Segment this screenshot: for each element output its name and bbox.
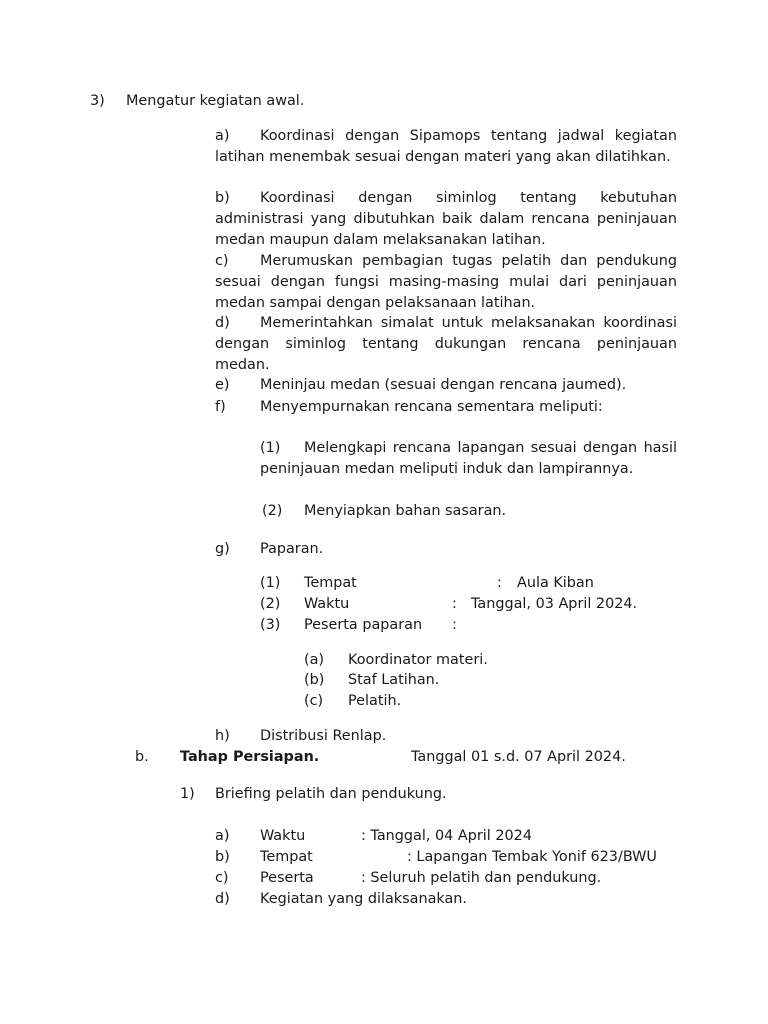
paparan-peserta-label: Peserta paparan: [304, 617, 423, 633]
paparan-tempat-marker: (1): [260, 575, 281, 591]
paragraph-d: [215, 313, 677, 375]
briefing-waktu-value: : Tanggal, 04 April 2024: [361, 828, 532, 844]
paparan-tempat-label: Tempat: [304, 575, 357, 591]
peserta-b-marker: (b): [304, 672, 325, 688]
paragraph-c: [215, 251, 677, 313]
paparan-waktu-value: Tanggal, 03 April 2024.: [471, 596, 638, 612]
section-b-title: Tahap Persiapan.: [180, 749, 320, 765]
item-h-marker: h): [215, 728, 230, 744]
peserta-b-text: Staf Latihan.: [348, 672, 440, 688]
item-3-number: 3): [90, 93, 105, 109]
item-f-marker: f): [215, 399, 226, 415]
paparan-peserta-marker: (3): [260, 617, 281, 633]
peserta-a-marker: (a): [304, 652, 325, 668]
paparan-waktu-label: Waktu: [304, 596, 350, 612]
item-f-sub-1-text: Melengkapi rencana lapangan sesuai dengan hasil peninjauan medan meliputi induk dan lampirannya.: [260, 440, 677, 477]
item-f-sub-1: [260, 438, 677, 480]
paparan-tempat-colon: :: [497, 575, 502, 591]
paragraph-b: [215, 188, 677, 250]
item-f-sub-1-marker: (1): [260, 440, 281, 456]
briefing-kegiatan-label: Kegiatan yang dilaksanakan.: [260, 891, 467, 907]
paragraph-a: [215, 126, 677, 168]
paragraph-b-marker: b): [215, 190, 230, 206]
peserta-a-text: Koordinator materi.: [348, 652, 488, 668]
item-f-text: Menyempurnakan rencana sementara meliputi:: [260, 399, 603, 415]
paragraph-d-text: Memerintahkan simalat untuk melaksanakan koordinasi dengan siminlog tentang dukungan rencana peninjauan medan.: [215, 315, 677, 373]
briefing-tempat-value: : Lapangan Tembak Yonif 623/BWU: [407, 849, 657, 865]
section-b-marker: b.: [135, 749, 149, 765]
item-e-marker: e): [215, 377, 230, 393]
peserta-c-marker: (c): [304, 693, 324, 709]
briefing-peserta-marker: c): [215, 870, 229, 886]
paparan-waktu-marker: (2): [260, 596, 281, 612]
briefing-peserta-value: : Seluruh pelatih dan pendukung.: [361, 870, 602, 886]
briefing-kegiatan-marker: d): [215, 891, 230, 907]
peserta-c-text: Pelatih.: [348, 693, 402, 709]
paragraph-d-marker: d): [215, 315, 230, 331]
briefing-waktu-marker: a): [215, 828, 230, 844]
item-g-text: Paparan.: [260, 541, 324, 557]
paparan-waktu-colon: :: [452, 596, 457, 612]
section-b-date: Tanggal 01 s.d. 07 April 2024.: [411, 749, 626, 765]
paragraph-c-text: Merumuskan pembagian tugas pelatih dan pendukung sesuai dengan fungsi masing-masing mulai dari peninjauan medan sampai dengan pelaksanaan latihan.: [215, 253, 677, 311]
item-e-text: Meninjau medan (sesuai dengan rencana jaumed).: [260, 377, 627, 393]
briefing-waktu-label: Waktu: [260, 828, 306, 844]
paragraph-a-marker: a): [215, 128, 230, 144]
paragraph-c-marker: c): [215, 253, 229, 269]
paparan-tempat-value: Aula Kiban: [517, 575, 594, 591]
briefing-title: Briefing pelatih dan pendukung.: [215, 786, 447, 802]
briefing-peserta-label: Peserta: [260, 870, 314, 886]
item-3-title: Mengatur kegiatan awal.: [126, 93, 305, 109]
paparan-peserta-colon: :: [452, 617, 457, 633]
item-f-sub-2-marker: (2): [262, 503, 283, 519]
paragraph-b-text: Koordinasi dengan siminlog tentang kebutuhan administrasi yang dibutuhkan baik dalam rencana peninjauan medan maupun dalam melaksanakan latihan.: [215, 190, 677, 248]
item-h-text: Distribusi Renlap.: [260, 728, 387, 744]
briefing-tempat-label: Tempat: [260, 849, 313, 865]
item-g-marker: g): [215, 541, 230, 557]
briefing-tempat-marker: b): [215, 849, 230, 865]
item-f-sub-2-text: Menyiapkan bahan sasaran.: [304, 503, 507, 519]
briefing-marker: 1): [180, 786, 195, 802]
paragraph-a-text: Koordinasi dengan Sipamops tentang jadwal kegiatan latihan menembak sesuai dengan materi yang akan dilatihkan.: [215, 128, 677, 165]
